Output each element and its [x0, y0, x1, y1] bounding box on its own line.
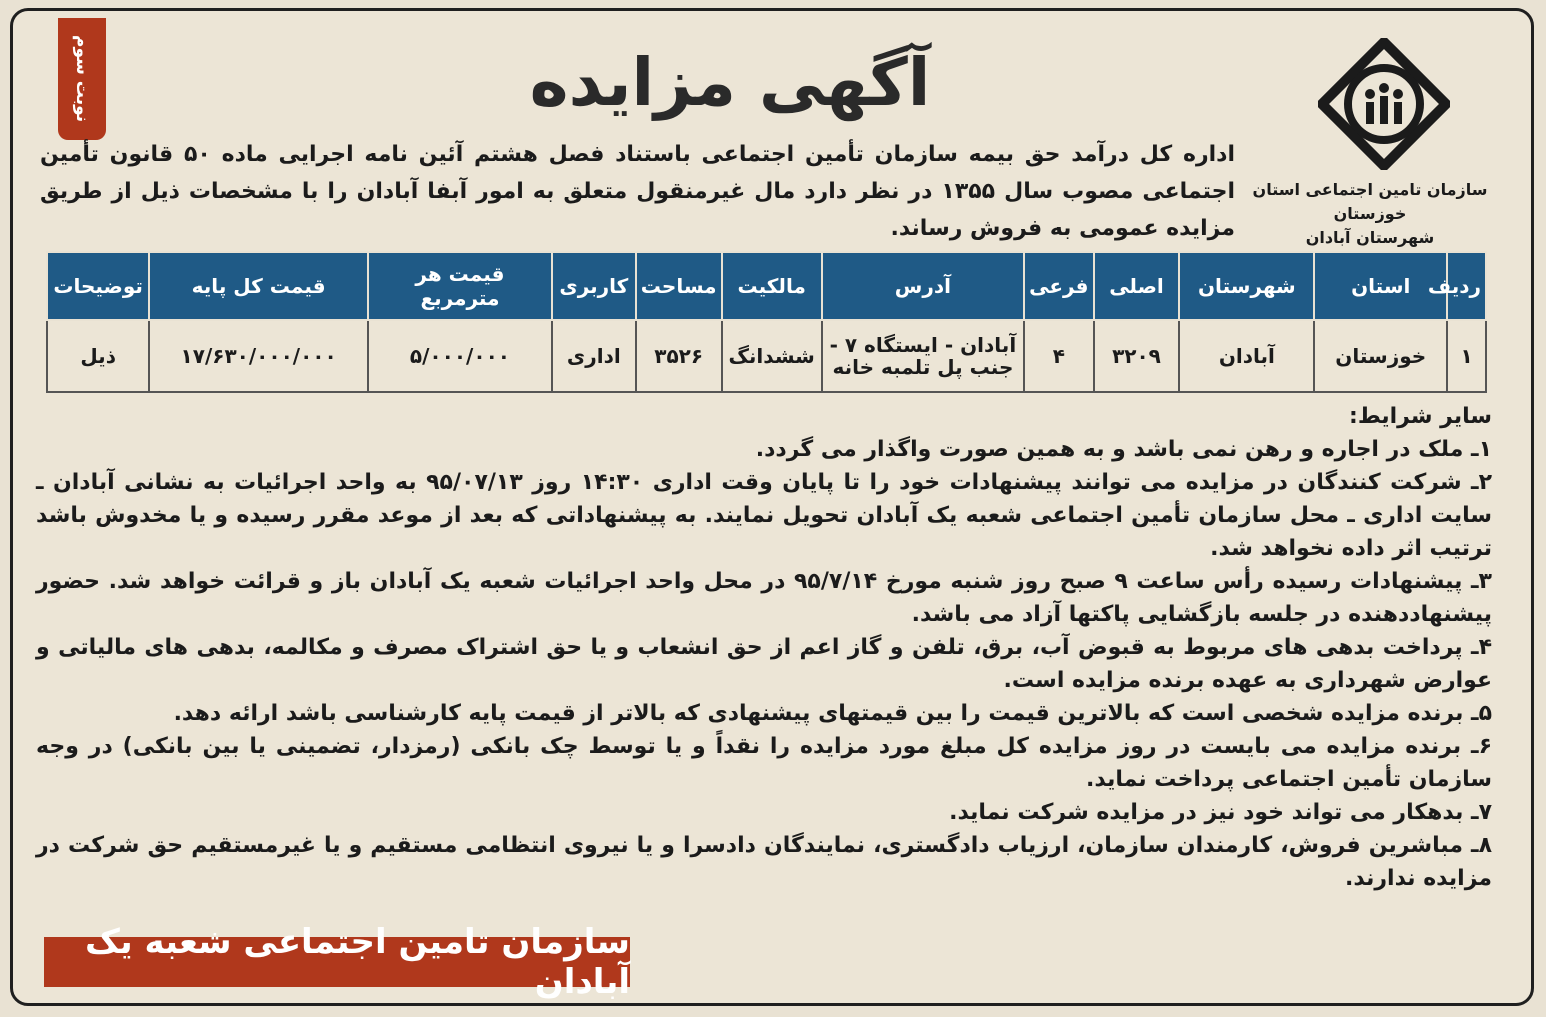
cell-main-plot: ۳۲۰۹	[1094, 320, 1180, 392]
header-address: آدرس	[822, 252, 1024, 320]
cell-province: خوزستان	[1314, 320, 1447, 392]
header-province: استان	[1314, 252, 1447, 320]
conditions-heading: سایر شرایط:	[1349, 404, 1492, 429]
header-usage: کاربری	[552, 252, 636, 320]
cell-area: ۳۵۲۶	[636, 320, 722, 392]
condition-item-5: ۵ـ برنده مزایده شخصی است که بالاترین قیمت را بین قیمتهای پیشنهادی که بالاتر از قیمت پایه کارشناسی باشد ارائه دهد.	[173, 701, 1492, 726]
insertion-badge: نوبت سوم	[58, 18, 106, 140]
header-area: مساحت	[636, 252, 722, 320]
organization-line-2: شهرستان آبادان	[1305, 228, 1435, 247]
table-row	[47, 320, 1486, 392]
cell-ownership: ششدانگ	[722, 320, 822, 392]
cell-base-price: ۱۷/۶۳۰/۰۰۰/۰۰۰	[149, 320, 368, 392]
table-header-row	[47, 252, 1486, 320]
organization-line-1: سازمان تامین اجتماعی استان خوزستان	[1252, 180, 1488, 223]
cell-usage: اداری	[552, 320, 636, 392]
cell-sub-plot: ۴	[1024, 320, 1093, 392]
cell-price-per-sqm: ۵/۰۰۰/۰۰۰	[368, 320, 552, 392]
conditions-section	[36, 400, 1492, 895]
intro-paragraph: اداره کل درآمد حق بیمه سازمان تأمین اجتماعی باستناد فصل هشتم آئین نامه اجرایی ماده ۵۰ قانون تأمین اجتماعی مصوب سال ۱۳۵۵ در نظر دارد مال غیرمنقول متعلق به امور آبفا آبادان را با مشخصات ذیل از طریق مزایده عمومی به فروش رساند.	[40, 142, 1235, 241]
condition-item-8: ۸ـ مباشرین فروش، کارمندان سازمان، ارزیاب دادگستری، نمایندگان دادسرا و یا نیروی انتظامی مستقیم و یا غیرمستقیم حق شرکت در مزایده ندارند.	[36, 833, 1492, 891]
condition-item-2: ۲ـ شرکت کنندگان در مزایده می توانند پیشنهادات خود را تا پایان وقت اداری ۱۴:۳۰ روز ۹۵/۰۷/۱۳ به واحد اجرائیات به نشانی آبادان ـ سایت اداری ـ محل سازمان تأمین اجتماعی شعبه یک آبادان تحویل نمایند. به پیشنهاداتی که بعد از موعد مقرر رسیده و یا مخدوش باشد ترتیب اثر داده نخواهد شد.	[36, 470, 1493, 561]
auction-table	[46, 251, 1487, 393]
header-sub-plot: فرعی	[1024, 252, 1093, 320]
organization-name	[1225, 178, 1515, 250]
header-notes: توضیحات	[47, 252, 149, 320]
social-security-logo-icon	[1318, 38, 1450, 170]
header-price-per-sqm: قیمت هر مترمربع	[368, 252, 552, 320]
condition-item-7: ۷ـ بدهکار می تواند خود نیز در مزایده شرکت نماید.	[949, 800, 1492, 825]
header-base-price: قیمت کل پایه	[149, 252, 368, 320]
notice-title: آگهی مزایده	[529, 44, 931, 121]
header-ownership: مالکیت	[722, 252, 822, 320]
condition-item-4: ۴ـ پرداخت بدهی های مربوط به قبوض آب، برق، تلفن و گاز اعم از حق انشعاب و یا حق اشتراک مصرف و مکالمه، بدهی های مالیاتی و عوارض شهرداری به عهده برنده مزایده است.	[36, 635, 1492, 693]
cell-city: آبادان	[1179, 320, 1314, 392]
condition-item-3: ۳ـ پیشنهادات رسیده رأس ساعت ۹ صبح روز شنبه مورخ ۹۵/۷/۱۴ در محل واحد اجرائیات شعبه یک آبادان باز و قرائت خواهد شد. حضور پیشنهاددهنده در جلسه بازگشایی پاکتها آزاد می باشد.	[36, 569, 1492, 627]
footer-branch-name: سازمان تامین اجتماعی شعبه یک آبادان	[44, 937, 630, 987]
header-row-number: ردیف	[1447, 252, 1486, 320]
cell-row-number: ۱	[1447, 320, 1486, 392]
condition-item-1: ۱ـ ملک در اجاره و رهن نمی باشد و به همین صورت واگذار می گردد.	[755, 437, 1492, 462]
header-main-plot: اصلی	[1094, 252, 1180, 320]
cell-notes: ذیل	[47, 320, 149, 392]
header-city: شهرستان	[1179, 252, 1314, 320]
condition-item-6: ۶ـ برنده مزایده می بایست در روز مزایده کل مبلغ مورد مزایده را نقداً و یا توسط چک بانکی (رمزدار، تضمینی یا بین بانکی) در وجه سازمان تأمین اجتماعی پرداخت نماید.	[36, 734, 1492, 792]
cell-address: آبادان - ایستگاه ۷ - جنب پل تلمبه خانه	[822, 320, 1024, 392]
